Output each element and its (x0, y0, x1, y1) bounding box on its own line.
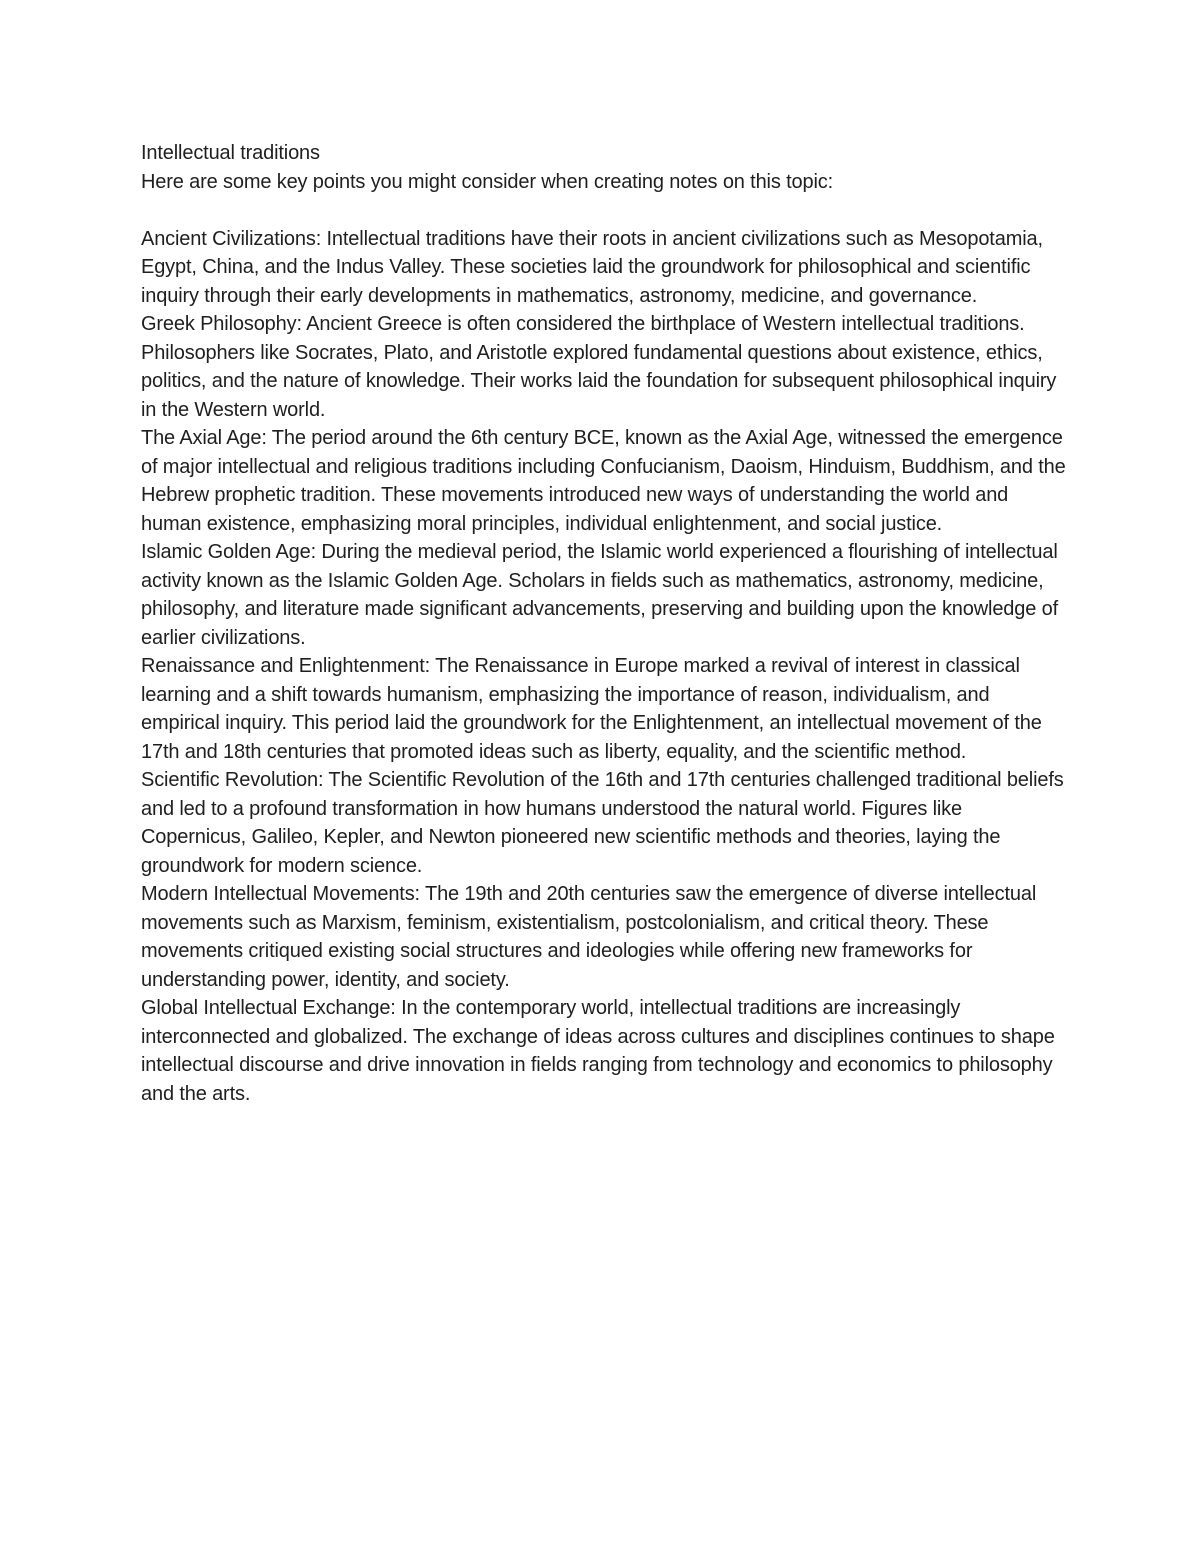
document-body (141, 139, 1071, 1108)
blank-line (141, 196, 1071, 225)
point-scientific-revolution: Scientific Revolution: The Scientific Revolution of the 16th and 17th centuries challenged traditional beliefs and led to a profound transformation in how humans understood the natural world. Figures like Copernicus, Galileo, Kepler, and Newton pioneered new scientific methods and theories, laying the groundwork for modern science. (141, 769, 1064, 877)
document-intro: Here are some key points you might consider when creating notes on this topic: (141, 170, 834, 193)
point-greek-philosophy: Greek Philosophy: Ancient Greece is often considered the birthplace of Western intellectual traditions. Philosophers like Socrates, Plato, and Aristotle explored fundamental questions about existence, ethics, politics, and the nature of knowledge. Their works laid the foundation for subsequent philosophical inquiry in the Western world. (141, 313, 1057, 421)
point-global-intellectual-exchange: Global Intellectual Exchange: In the contemporary world, intellectual traditions are increasingly interconnected and globalized. The exchange of ideas across cultures and disciplines continues to shape intellectual discourse and drive innovation in fields ranging from technology and economics to philosophy and the arts. (141, 997, 1055, 1105)
point-modern-intellectual-movements: Modern Intellectual Movements: The 19th and 20th centuries saw the emergence of diverse intellectual movements such as Marxism, feminism, existentialism, postcolonialism, and critical theory. These movements critiqued existing social structures and ideologies while offering new frameworks for understanding power, identity, and society. (141, 883, 1037, 991)
point-renaissance-enlightenment: Renaissance and Enlightenment: The Renaissance in Europe marked a revival of interest in classical learning and a shift towards humanism, emphasizing the importance of reason, individualism, and empirical inquiry. This period laid the groundwork for the Enlightenment, an intellectual movement of the 17th and 18th centuries that promoted ideas such as liberty, equality, and the scientific method. (141, 655, 1042, 763)
point-islamic-golden-age: Islamic Golden Age: During the medieval period, the Islamic world experienced a flourishing of intellectual activity known as the Islamic Golden Age. Scholars in fields such as mathematics, astronomy, medicine, philosophy, and literature made significant advancements, preserving and building upon the knowledge of earlier civilizations. (141, 541, 1059, 649)
point-axial-age: The Axial Age: The period around the 6th century BCE, known as the Axial Age, witnessed the emergence of major intellectual and religious traditions including Confucianism, Daoism, Hinduism, Buddhism, and the Hebrew prophetic tradition. These movements introduced new ways of understanding the world and human existence, emphasizing moral principles, individual enlightenment, and social justice. (141, 427, 1066, 535)
document-title: Intellectual traditions (141, 142, 320, 164)
point-ancient-civilizations: Ancient Civilizations: Intellectual traditions have their roots in ancient civilizations such as Mesopotamia, Egypt, China, and the Indus Valley. These societies laid the groundwork for philosophical and scientific inquiry through their early developments in mathematics, astronomy, medicine, and governance. (141, 227, 1043, 307)
